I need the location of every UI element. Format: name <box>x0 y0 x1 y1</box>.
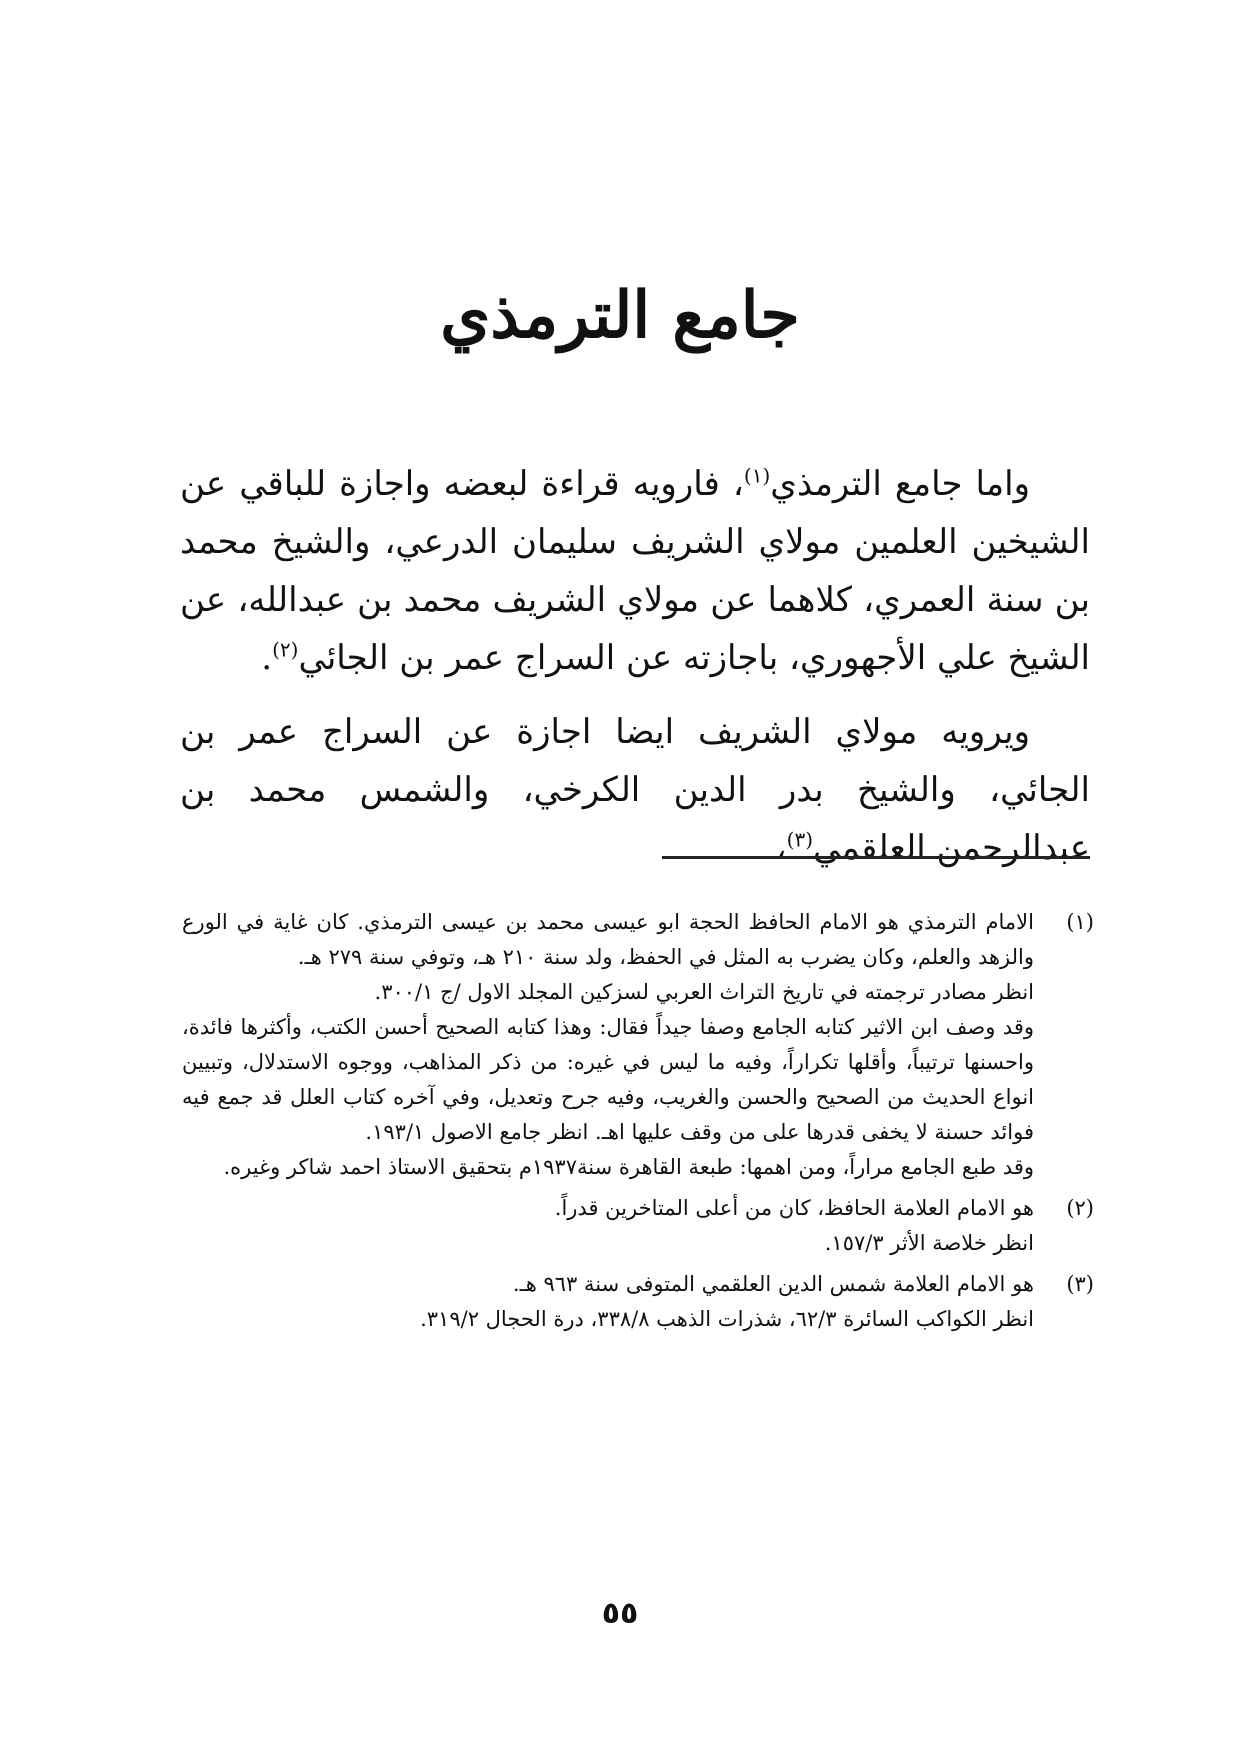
paragraph-text: ، <box>775 828 787 868</box>
footnote-line: انظر خلاصة الأثر ١٥٧/٣. <box>824 1231 1034 1255</box>
main-text <box>180 455 1090 893</box>
footnote-3 <box>182 1267 1094 1337</box>
footnote-ref-1: (١) <box>743 463 771 488</box>
page-number: ٥٥ <box>601 1596 639 1631</box>
footnote-line: وقد وصف ابن الاثير كتابه الجامع وصفا جيداً فقال: وهذا كتابه الصحيح أحسن الكتب، وأكثرها فائدة، واحسنها ترتيباً، وأقلها تكراراً، وفيه ما ليس في غيره: من ذكر المذاهب، ووجوه الاستدلال، وتبيين انواع الحديث من الصحيح والحسن والغريب، وفيه جرح وتعديل، وفي آخره كتاب العلل قد جمع فيه فوائد حسنة لا يخفى قدرها على من وقف عليها اهـ. انظر جامع الاصول ١٩٣/١. <box>182 1015 1034 1144</box>
paragraph-text: . <box>261 638 273 678</box>
footnote-divider <box>662 856 1090 859</box>
paragraph-text: ويرويه مولاي الشريف ايضا اجازة عن السراج عمر بن الجائي، والشيخ بدر الدين الكرخي، والشمس محمد بن عبدالرحمن العلقمي <box>180 712 1090 868</box>
footnote-line: الامام الترمذي هو الامام الحافظ الحجة ابو عيسى محمد بن عيسى الترمذي. كان غاية في الورع والزهد والعلم، وكان يضرب به المثل في الحفظ، ولد سنة ٢١٠ هـ، وتوفي سنة ٢٧٩ هـ. <box>182 910 1034 969</box>
footnote-1 <box>182 905 1094 1185</box>
footnotes <box>182 905 1094 1343</box>
footnote-ref-3: (٣) <box>786 827 814 852</box>
footnote-ref-2: (٢) <box>272 637 299 662</box>
footnote-line: انظر مصادر ترجمته في تاريخ التراث العربي لسزكين المجلد الاول /ج ٣٠٠/١. <box>374 980 1034 1004</box>
page-title: جامع الترمذي <box>440 277 800 353</box>
paragraph-2 <box>180 703 1090 877</box>
paragraph-text: ، فارويه قراءة لبعضه واجازة للباقي عن الشيخين العلمين مولاي الشريف سليمان الدرعي، والشيخ محمد بن سنة العمري، كلاهما عن مولاي الشريف محمد بن عبدالله، عن الشيخ علي الأجهوري، باجازته عن السراج عمر بن الجائي <box>180 464 1090 678</box>
footnote-line: هو الامام العلامة الحافظ، كان من أعلى المتاخرين قدراً. <box>554 1196 1034 1220</box>
footnote-line: انظر الكواكب السائرة ٦٢/٣، شذرات الذهب ٣٣٨/٨، درة الحجال ٣١٩/٢. <box>420 1307 1034 1331</box>
paragraph-text: واما جامع الترمذي <box>770 464 1030 504</box>
paragraph-1 <box>180 455 1090 687</box>
footnote-line: وقد طبع الجامع مراراً، ومن اهمها: طبعة القاهرة سنة١٩٣٧م بتحقيق الاستاذ احمد شاكر وغيره. <box>223 1155 1034 1179</box>
footnote-number: (٢) <box>1066 1196 1094 1220</box>
footnote-line: هو الامام العلامة شمس الدين العلقمي المتوفى سنة ٩٦٣ هـ. <box>512 1272 1034 1296</box>
footnote-number: (٣) <box>1066 1272 1094 1296</box>
footnote-2 <box>182 1191 1094 1261</box>
footnote-number: (١) <box>1066 910 1094 934</box>
